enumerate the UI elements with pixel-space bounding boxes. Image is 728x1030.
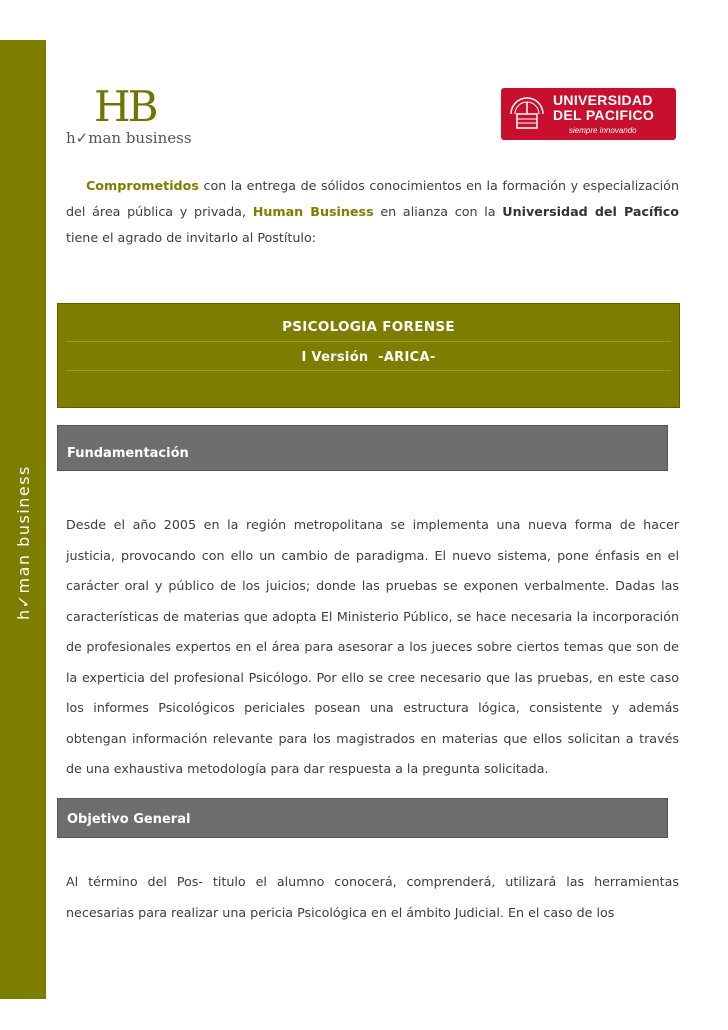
university-slogan: siempre innovando xyxy=(569,126,637,135)
section-heading-objetivo-general: Objetivo General xyxy=(57,798,668,838)
program-subtitle: I Versión -ARICA- xyxy=(301,350,436,365)
intro-lead: Comprometidos xyxy=(86,178,199,193)
hb-monogram: HB xyxy=(94,82,156,131)
university-emblem-icon xyxy=(507,94,547,134)
program-banner xyxy=(57,303,680,408)
section-body-fundamentacion: Desde el año 2005 en la región metropolitana se implementa una nueva forma de hacer justicia, provocando con ello un cambio de paradigma. El nuevo sistema, pone énfasis en el carácter oral y público de los juicios; donde las pruebas se exponen verbalmente. Dadas las características de materias que adopta El Ministerio Público, se hace necesaria la incorporación de profesionales expertos en el área para asesorar a los jueces sobre ciertos temas que son de la experticia del profesional Psicólogo. Por ello se cree necesario que las pruebas, en este caso los informes Psicológicos periciales posean una estructura lógica, consistente y además obtengan información relevante para los magistrados en materias que ellos solicitan a través de una exhaustiva metodología para dar respuesta a la pregunta solicitada. xyxy=(66,517,679,776)
section-heading-fundamentacion: Fundamentación xyxy=(57,425,668,471)
human-business-logo xyxy=(66,82,192,150)
hb-tagline: h✓man business xyxy=(66,129,192,147)
sidebar-brand-text: h✓man business xyxy=(13,465,33,620)
university-mention: Universidad del Pacífico xyxy=(502,204,679,219)
brand-name: Human Business xyxy=(252,204,374,219)
university-name: UNIVERSIDAD DEL PACIFICO xyxy=(553,92,655,123)
brand-sidebar xyxy=(0,40,46,999)
universidad-del-pacifico-logo xyxy=(501,88,676,140)
section-body-objetivo-general: Al término del Pos- titulo el alumno conocerá, comprenderá, utilizará las herramientas necesarias para realizar una pericia Psicológica en el ámbito Judicial. En el caso de los xyxy=(66,874,679,920)
program-title: PSICOLOGIA FORENSE xyxy=(282,319,455,335)
intro-paragraph: Comprometidos con la entrega de sólidos conocimientos en la formación y especialización del área pública y privada, Human Business en alianza con la Universidad del Pacífico tiene el agrado de invitarlo al Postítulo: xyxy=(66,178,679,245)
